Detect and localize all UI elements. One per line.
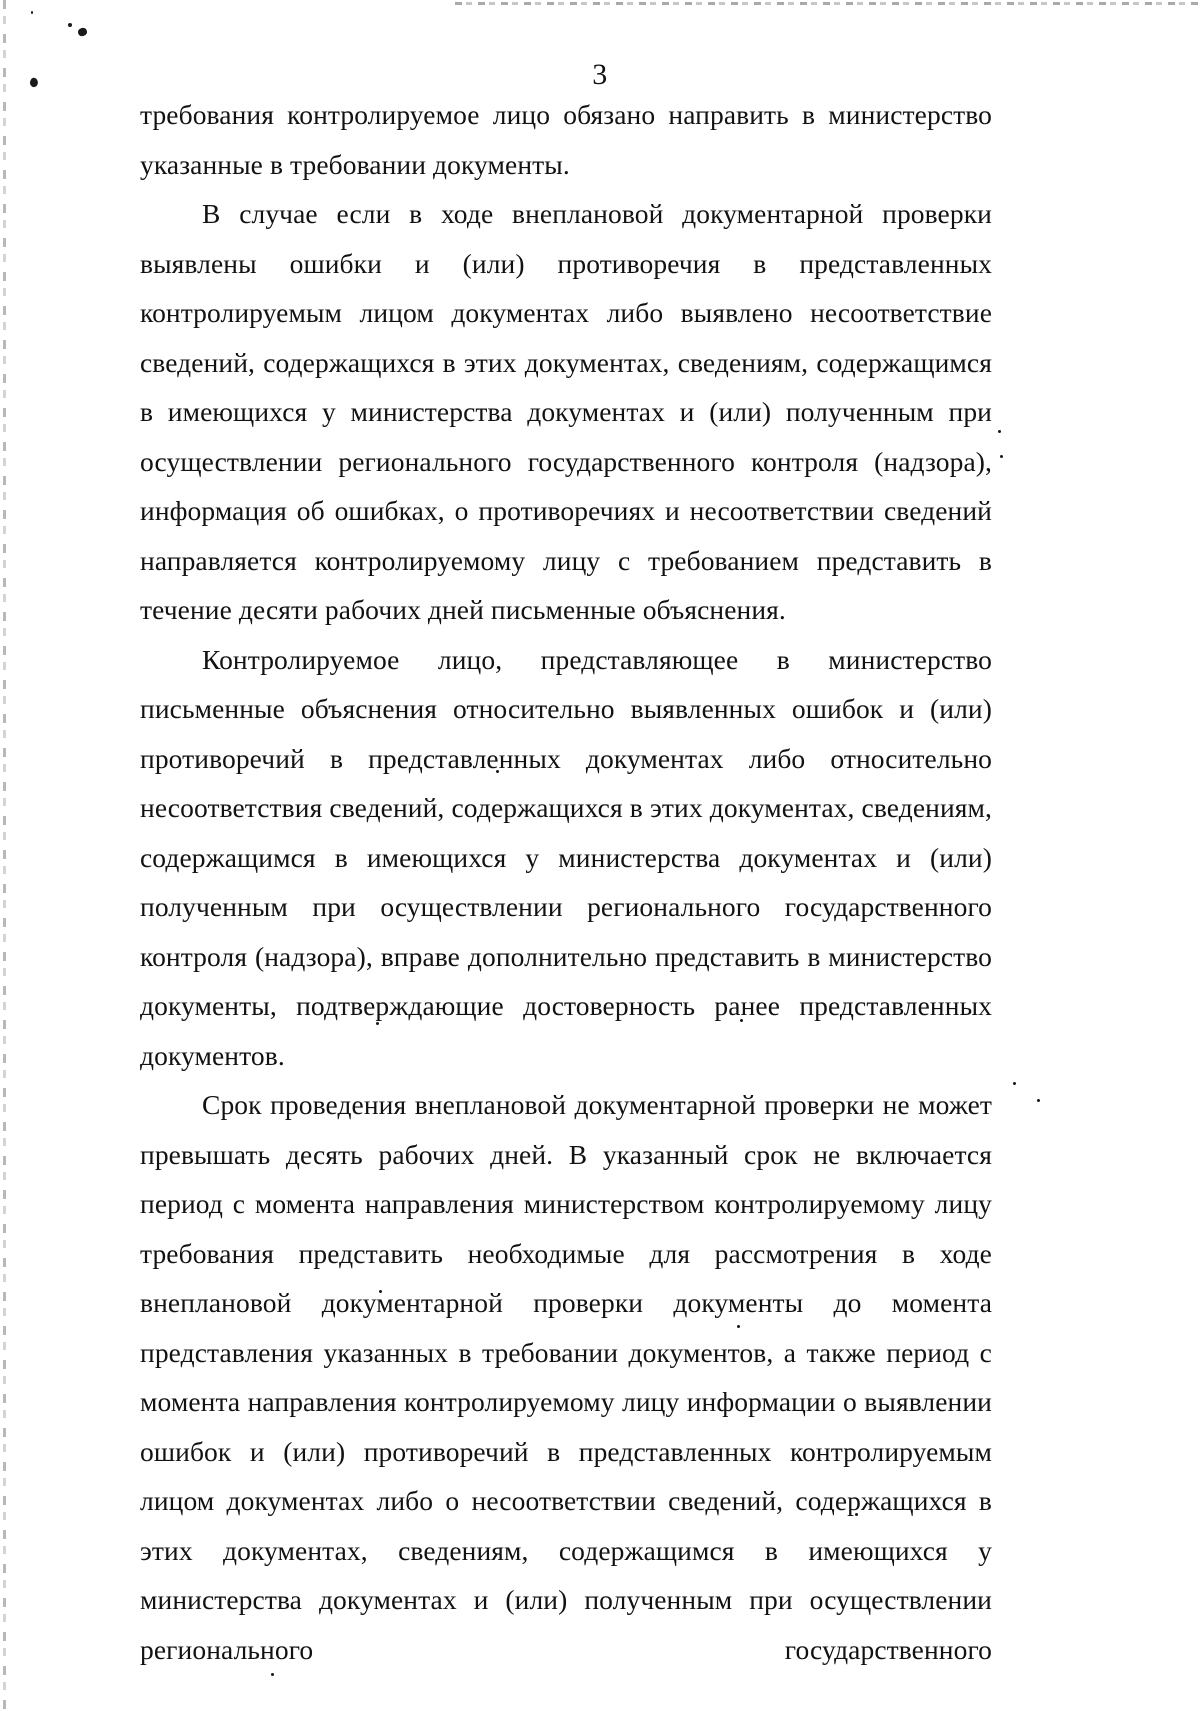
scan-speckle xyxy=(1013,1082,1016,1085)
scan-speckle xyxy=(77,27,88,37)
scan-speckle xyxy=(31,11,33,14)
paragraph-errors-contradictions: В случае если в ходе внеплановой документарной проверки выявлены ошибки и (или) противоречия в представленных контролируемым лицом документах либо выявлено несоответствие сведений, содержащихся в этих документах, сведениям, содержащимся в имеющихся у министерства документах и (или) полученным при осуществлении регионального государственного контроля (надзора), информация об ошибках, о противоречиях и несоответствии сведений направляется контролируемому лицу с требованием представить в течение десяти рабочих дней письменные объяснения. xyxy=(140,198,992,625)
page-number: 3 xyxy=(592,58,608,91)
paragraph-continuation: требования контролируемое лицо обязано направить в министерство указанные в требовании документы. xyxy=(140,99,992,180)
scan-speckle xyxy=(1037,1099,1040,1102)
scan-left-edge-artifact xyxy=(3,0,6,1711)
scan-speckle xyxy=(68,23,72,27)
paragraph-term-of-inspection: Срок проведения внеплановой документарной проверки не может превышать десять рабочих дней. В указанный срок не включается период с момента направления министерством контролируемому лицу требования представить необходимые для рассмотрения в ходе внеплановой документарной проверки документы до момента представления указанных в требовании документов, а также период с момента направления контролируемому лицу информации о выявлении ошибок и (или) противоречий в представленных контролируемым лицом документах либо о несоответствии сведений, содержащихся в этих документах, сведениям, содержащимся в имеющихся у министерства документах и (или) полученным при осуществлении регионального государственного xyxy=(140,1089,992,1665)
scan-top-edge-artifact xyxy=(455,2,1200,5)
scan-speckle xyxy=(1000,455,1003,458)
scan-speckle xyxy=(998,430,1001,433)
paragraph-written-explanations: Контролируемое лицо, представляющее в министерство письменные объяснения относительно выявленных ошибок и (или) противоречий в представленных документах либо относительно несоответствия сведений, содержащихся в этих документах, сведениям, содержащимся в имеющихся у министерства документах и (или) полученным при осуществлении регионального государственного контроля (надзора), вправе дополнительно представить в министерство документы, подтверждающие достоверность ранее представленных документов. xyxy=(140,643,992,1071)
document-body xyxy=(140,90,992,1711)
